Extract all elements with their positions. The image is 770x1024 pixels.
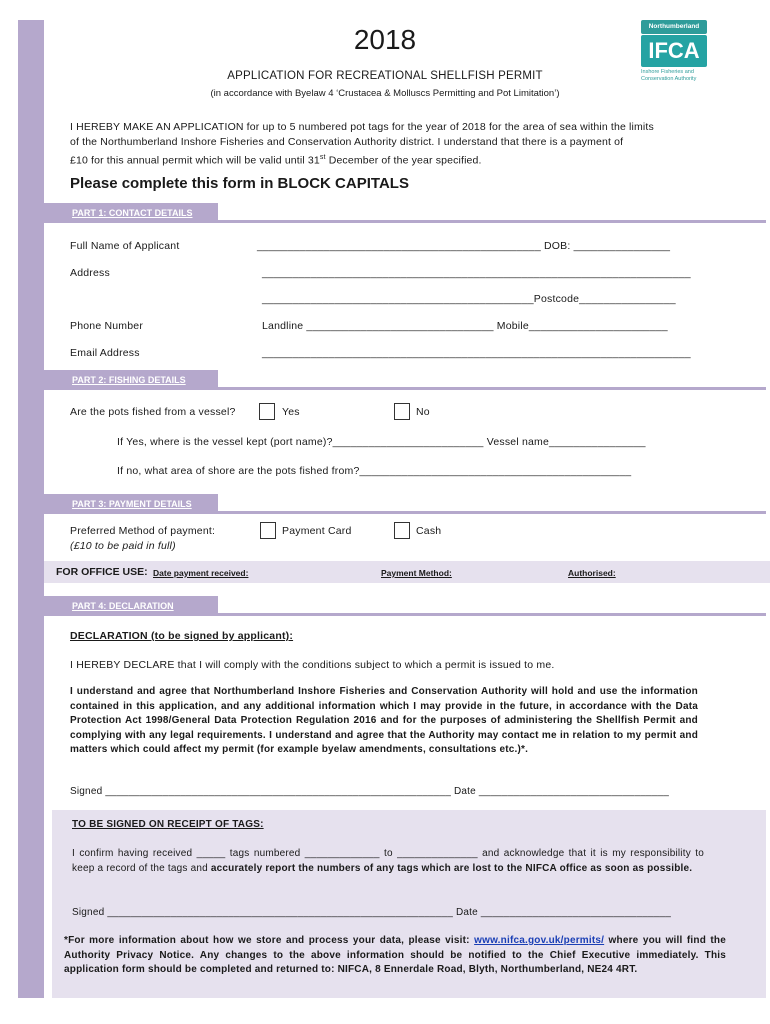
office-use-heading: FOR OFFICE USE: <box>56 566 148 578</box>
logo-main-text: IFCA <box>641 35 707 67</box>
form-title: APPLICATION FOR RECREATIONAL SHELLFISH PERMIT <box>227 70 543 82</box>
port-vessel-field[interactable]: If Yes, where is the vessel kept (port name)?_________________________ Vessel name________________ <box>117 436 646 448</box>
part2-header <box>44 370 218 390</box>
left-accent-bar <box>18 20 44 998</box>
office-authorised-label: Authorised: <box>568 568 616 578</box>
intro-line2: of the Northumberland Inshore Fisheries and Conservation Authority district. I understand that there is a payment of <box>70 136 624 148</box>
yes-label: Yes <box>282 406 300 418</box>
logo-sub-line1: Inshore Fisheries and <box>641 69 694 75</box>
intro-line3 <box>70 150 706 169</box>
yes-checkbox[interactable] <box>259 403 275 420</box>
part4-divider <box>218 613 766 616</box>
part4-header <box>44 596 218 616</box>
intro-paragraph <box>70 120 706 169</box>
receipt-text-b: accurately report the numbers of any tags which are lost to the NIFCA office as soon as possible. <box>210 862 693 874</box>
ifca-logo <box>641 20 709 82</box>
receipt-heading: TO BE SIGNED ON RECEIPT OF TAGS: <box>72 819 264 830</box>
receipt-text-a: I confirm having received _____ tags numbered _____________ to ______________ and acknowledge that it is my responsibility to keep a record of the tags and <box>72 848 704 874</box>
privacy-text-a: *For more information about how we store and process your data, please visit: <box>64 935 475 946</box>
form-year: 2018 <box>353 24 417 55</box>
office-method-label: Payment Method: <box>381 568 452 578</box>
declaration-line: I HEREBY DECLARE that I will comply with the conditions subject to which a permit is issued to me. <box>70 659 555 671</box>
vessel-question: Are the pots fished from a vessel? <box>70 406 236 418</box>
logo-top-text: Northumberland <box>641 20 707 34</box>
receipt-signature-field[interactable]: Signed ____________________________________________________________ Date _________________________________ <box>72 907 672 918</box>
part3-divider <box>218 511 766 514</box>
logo-sub-line2: Conservation Authority <box>641 76 697 82</box>
payment-note: (£10 to be paid in full) <box>70 540 176 552</box>
privacy-info <box>64 934 726 978</box>
part3-heading: PART 3: PAYMENT DETAILS <box>72 499 192 509</box>
declaration-signature-field[interactable]: Signed ____________________________________________________________ Date _________________________________ <box>70 786 670 797</box>
receipt-confirmation <box>72 847 704 876</box>
payment-method-label: Preferred Method of payment: <box>70 525 216 537</box>
cash-label: Cash <box>416 525 442 537</box>
address-line1-field[interactable]: _______________________________________________________________________ <box>262 267 691 279</box>
part4-heading: PART 4: DECLARATION <box>72 601 174 611</box>
email-label: Email Address <box>70 347 140 359</box>
permits-link[interactable]: www.nifca.gov.uk/permits/ <box>474 935 605 946</box>
part2-divider <box>218 387 766 390</box>
intro-line3-b: December of the year specified. <box>325 154 482 167</box>
declaration-heading: DECLARATION (to be signed by applicant): <box>70 630 294 642</box>
form-subtitle: (in accordance with Byelaw 4 ‘Crustacea & Molluscs Permitting and Pot Limitation’) <box>210 88 560 99</box>
address-postcode-field[interactable]: _____________________________________________Postcode________________ <box>262 293 676 305</box>
no-label: No <box>416 406 430 418</box>
part1-heading: PART 1: CONTACT DETAILS <box>72 208 193 218</box>
intro-line3-a: £10 for this annual permit which will be valid until 31 <box>70 154 320 167</box>
data-protection-agreement: I understand and agree that Northumberland Inshore Fisheries and Conservation Authority will hold and use the information contained in this application, and any additional information which I may provide in the future, in accordance with the Data Protection Act 1998/General Data Protection Regulation 2016 and for the purposes of administering the Shellfish Permit and complying with any legal requirements. I understand and agree that the Authority may contact me in relation to my permit and matters which could affect my permit (for example byelaw amendments, consultations etc.)*. <box>70 686 698 755</box>
full-name-dob-field[interactable]: _______________________________________________ DOB: ________________ <box>257 240 671 252</box>
block-capitals-instruction: Please complete this form in BLOCK CAPITALS <box>70 175 409 192</box>
logo-sub-text <box>641 69 709 83</box>
privacy-text-b: where you will find the Authority Privacy Notice. Any changes to the above information should be notified to the Chief Executive immediately. This application form should be completed and returned to: NIFCA, 8 Ennerdale Road, Blyth, Northumberland, NE24 4RT. <box>64 935 726 975</box>
payment-card-checkbox[interactable] <box>260 522 276 539</box>
part2-heading: PART 2: FISHING DETAILS <box>72 375 186 385</box>
part1-divider <box>218 220 766 223</box>
payment-card-label: Payment Card <box>282 525 352 537</box>
full-name-label: Full Name of Applicant <box>70 240 180 252</box>
no-checkbox[interactable] <box>394 403 410 420</box>
phone-label: Phone Number <box>70 320 144 332</box>
intro-line1: I HEREBY MAKE AN APPLICATION for up to 5 numbered pot tags for the year of 2018 for the area of sea within the limits <box>70 121 654 133</box>
shore-area-field[interactable]: If no, what area of shore are the pots fished from?_____________________________________________ <box>117 465 632 477</box>
address-label: Address <box>70 267 110 279</box>
office-date-label: Date payment received: <box>153 568 249 578</box>
cash-checkbox[interactable] <box>394 522 410 539</box>
office-use-panel <box>44 561 770 583</box>
part1-header <box>44 203 218 223</box>
part3-header <box>44 494 218 514</box>
phone-field[interactable]: Landline _______________________________ Mobile_______________________ <box>262 320 668 332</box>
intro-line3-sup: st <box>319 154 326 161</box>
email-field[interactable]: _______________________________________________________________________ <box>262 347 691 359</box>
